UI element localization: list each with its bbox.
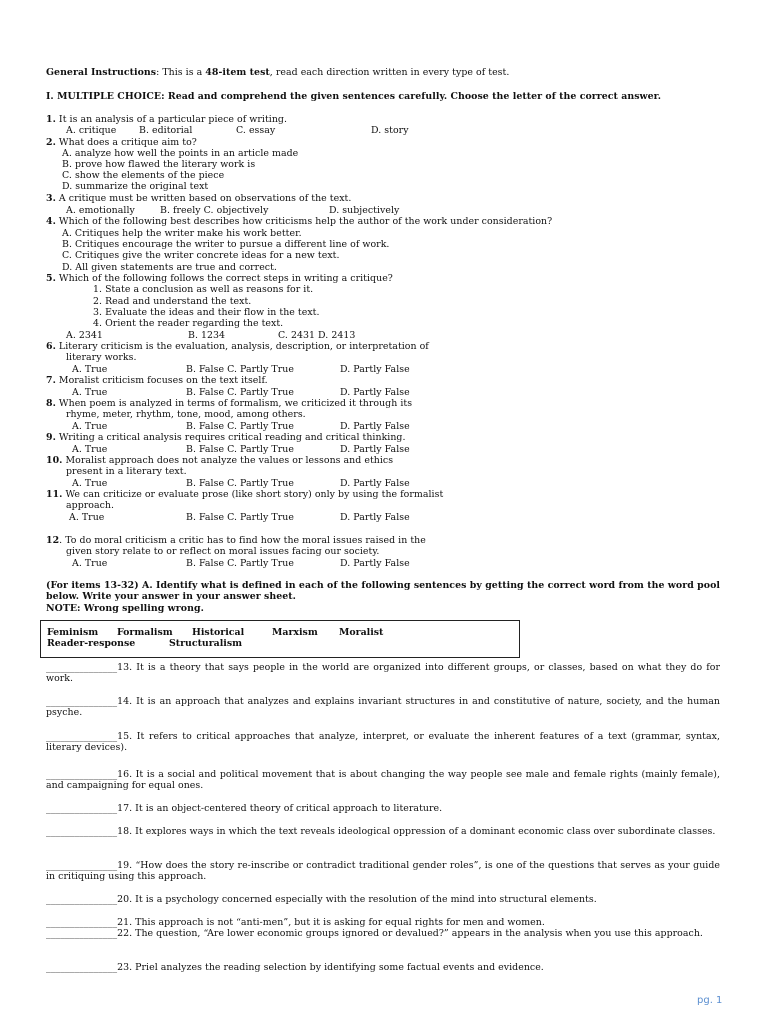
- identification-item-15: _______________15. It refers to critical approaches that analyze, interpret, or evaluate the inherent features of a text (grammar, syntax, literary devices).: [46, 731, 720, 754]
- mc-step: 3. Evaluate the ideas and their flow in the text.: [93, 307, 320, 318]
- mc-question-10: 10. Moralist approach does not analyze the values or lessons and ethics: [46, 455, 394, 466]
- mc-option: C. Critiques give the writer concrete ideas for a new text.: [62, 250, 340, 261]
- word-pool-item: Structuralism: [169, 638, 243, 649]
- mc-question-6-cont: literary works.: [66, 352, 137, 363]
- general-instructions: General Instructions: This is a 48-item test, read each direction written in every type of test.: [46, 67, 510, 78]
- mc-option: C. show the elements of the piece: [62, 170, 225, 181]
- word-pool-item: Moralist: [339, 627, 384, 638]
- worksheet-page: General Instructions: This is a 48-item test, read each direction written in every type of test. I. MULTIPLE CHOICE: Read and comprehend the given sentences carefully. Choose the letter of the correct answer. 1. It is an analysis of a particular piece of writing. A. critique B. editorial C. essay D. story 2. What does a critique aim to? A. analyze how well the points in an article made B. prove how flawed the literary work is C. show the elements of the piece D. summarize the original text 3. A critique must be written based on observations of the text. A. emotionally B. freely C. objectively D. subjectively 4. Which of the following best describes how criticisms help the author of the work under consideration? A. Critiques help the writer make his work better. B. Critiques encourage the writer to pursue a different line of work. C. Critiques give the writer concrete ideas for a new text. D. All given statements are true and correct. 5. Which of the following follows the correct steps in writing a critique? 1. State a conclusion as well as reasons for it. 2. Read and understand the text. 3. Evaluate the ideas and their flow in the text. 4. Orient the reader regarding the text. A. 2341 B. 1234 C. 2431 D. 2413 6. Literary criticism is the evaluation, analysis, description, or interpretation of literary works. A. True B. False C. Partly True D. Partly False 7. Moralist criticism focuses on the text itself. A. True B. False C. Partly True D. Partly False 8. When poem is analyzed in terms of formalism, we criticized it through its rhyme, meter, rhythm, tone, mood, among others. A. True B. False C. Partly True D. Partly False 9. Writing a critical analysis requires critical reading and critical thinking. A. True B. False C. Partly True D. Partly False 10. Moralist approach does not analyze the values or lessons and ethics present in a literary text. A. True B. False C. Partly True D. Partly False 11. We can criticize or evaluate prose (like short story) only by using the formalist approach. A. True B. False C. Partly True D. Partly False 12. To do moral criticism a critic has to find how the moral issues raised in the given story relate to or reflect on moral issues facing our society. A. True B. False C. Partly True D. Partly False (For items 13-32) A. Identify what is defined in each of the following sentences by getting the correct word from the word pool below. Write your answer in your answer sheet. NOTE: Wrong spelling wrong. Feminism Formalism Historical Marxism Moralist Reader-response Structuralism _______________13. It is a theory that says people in the world are organized into different groups, or classes, based on what they do for work. _______________14. It is an approach that analyzes and explains invariant structures in and constitutive of nature, society, and the human psyche. _______________15. It refers to critical approaches that analyze, interpret, or evaluate the inherent features of a text (grammar, syntax, literary devices). _______________16. It is a social and political movement that is about changing the way people see male and female rights (mainly female), and campaigning for equal ones. _______________17. It is an object-centered theory of critical approach to literature. _______________18. It explores ways in which the text reveals ideological oppression of a dominant economic class over subordinate classes. _______________19. “How does the story re-inscribe or contradict traditional gender roles”, is one of the questions that serves as your guide in critiquing using this approach. _______________20. It is a psychology concerned especially with the resolution of the mind into structural elements. _______________21. This approach is not “anti-men”, but it is asking for equal rights for men and women. _______________22. The question, “Are lower economic groups ignored or devalued?” appears in the analysis when you use this approach. _______________23. Priel analyzes the reading selection by identifying some factual events and evidence. pg. 1: [0, 0, 768, 1024]
- general-instructions-label: General Instructions: [46, 67, 157, 78]
- word-pool-item: Feminism: [47, 627, 99, 638]
- identification-item-17: _______________17. It is an object-centered theory of critical approach to literature.: [46, 803, 443, 814]
- mc-step: 4. Orient the reader regarding the text.: [93, 318, 284, 329]
- mc-option: D. summarize the original text: [62, 181, 209, 192]
- word-pool-item: Formalism: [117, 627, 173, 638]
- mc-question-10-cont: present in a literary text.: [66, 466, 187, 477]
- identification-item-22: _______________22. The question, “Are lower economic groups ignored or devalued?” appears in the analysis when you use this approach.: [46, 928, 703, 939]
- mc-question-12: 12. To do moral criticism a critic has to find how the moral issues raised in the: [46, 535, 426, 546]
- part1-heading: I. MULTIPLE CHOICE: Read and comprehend the given sentences carefully. Choose the letter of the correct answer.: [46, 91, 662, 102]
- mc-option: A. analyze how well the points in an article made: [62, 148, 299, 159]
- page-number: pg. 1: [697, 995, 723, 1006]
- word-pool-item: Historical: [192, 627, 245, 638]
- word-pool-item: Marxism: [272, 627, 318, 638]
- word-pool-box: [40, 620, 520, 658]
- mc-step: 1. State a conclusion as well as reasons for it.: [93, 284, 314, 295]
- mc-question-6: 6. Literary criticism is the evaluation, analysis, description, or interpretation of: [46, 341, 429, 352]
- part2-instructions: (For items 13-32) A. Identify what is defined in each of the following sentences by getting the correct word from the word pool below. Write your answer in your answer sheet.: [46, 580, 720, 603]
- mc-question-12-cont: given story relate to or reflect on moral issues facing our society.: [66, 546, 380, 557]
- identification-item-18: _______________18. It explores ways in which the text reveals ideological oppression of a dominant economic class over subordinate classes.: [46, 826, 716, 837]
- part2-note: NOTE: Wrong spelling wrong.: [46, 603, 204, 614]
- mc-question-1: 1. It is an analysis of a particular piece of writing.: [46, 114, 287, 125]
- mc-question-4: 4. Which of the following best describes how criticisms help the author of the work under consideration?: [46, 216, 553, 227]
- mc-question-9: 9. Writing a critical analysis requires critical reading and critical thinking.: [46, 432, 406, 443]
- mc-question-8: 8. When poem is analyzed in terms of formalism, we criticized it through its: [46, 398, 413, 409]
- identification-item-21: _______________21. This approach is not “anti-men”, but it is asking for equal rights for men and women.: [46, 917, 545, 928]
- mc-option: B. prove how flawed the literary work is: [62, 159, 256, 170]
- mc-question-11: 11. We can criticize or evaluate prose (like short story) only by using the formalist: [46, 489, 444, 500]
- mc-question-7: 7. Moralist criticism focuses on the text itself.: [46, 375, 268, 386]
- mc-question-11-cont: approach.: [66, 500, 115, 511]
- mc-step: 2. Read and understand the text.: [93, 296, 252, 307]
- identification-item-13: _______________13. It is a theory that says people in the world are organized into different groups, or classes, based on what they do for work.: [46, 662, 720, 685]
- identification-item-16: _______________16. It is a social and political movement that is about changing the way people see male and female rights (mainly female), and campaigning for equal ones.: [46, 769, 720, 792]
- identification-item-23: _______________23. Priel analyzes the reading selection by identifying some factual events and evidence.: [46, 962, 544, 973]
- mc-option: B. Critiques encourage the writer to pursue a different line of work.: [62, 239, 390, 250]
- word-pool-item: Reader-response: [47, 638, 136, 649]
- mc-question-8-cont: rhyme, meter, rhythm, tone, mood, among others.: [66, 409, 306, 420]
- identification-item-20: _______________20. It is a psychology concerned especially with the resolution of the mind into structural elements.: [46, 894, 597, 905]
- mc-question-3: 3. A critique must be written based on observations of the text.: [46, 193, 352, 204]
- mc-option: A. Critiques help the writer make his work better.: [62, 228, 302, 239]
- mc-question-5: 5. Which of the following follows the correct steps in writing a critique?: [46, 273, 393, 284]
- mc-question-2: 2. What does a critique aim to?: [46, 137, 197, 148]
- identification-item-19: _______________19. “How does the story re-inscribe or contradict traditional gender roles”, is one of the questions that serves as your guide in critiquing using this approach.: [46, 860, 720, 883]
- identification-item-14: _______________14. It is an approach that analyzes and explains invariant structures in and constitutive of nature, society, and the human psyche.: [46, 696, 720, 719]
- mc-option: D. All given statements are true and correct.: [62, 262, 277, 273]
